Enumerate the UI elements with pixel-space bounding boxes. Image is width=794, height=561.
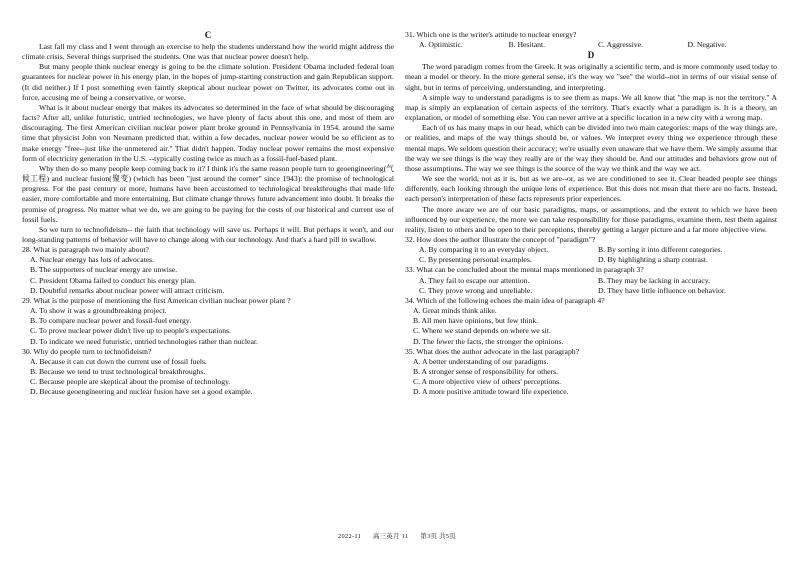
passage-d-paragraph-5: The more aware we are of our basic paradigms, maps, or assumptions, and the extent to which we have been influenced by our experience, the more we can take responsibility for those paradigms, examine them, test them against reality, listen to others and be open to their perceptions, thereby getting a larger picture and a far more objective view.	[405, 204, 777, 234]
option-b: B. Because we tend to trust technological breakthroughs.	[30, 367, 206, 376]
option-d: D. Because geoengineering and nuclear fusion have set a good example.	[30, 387, 253, 397]
option-a: A. A better understanding of our paradigms.	[413, 356, 549, 366]
question-stem: 31. Which one is the writer's attitude to nuclear energy?	[405, 30, 577, 39]
option-a: A. Because it can cut down the current use of fossil fuels.	[30, 356, 207, 366]
section-d-title: D	[587, 50, 595, 61]
option-c: C. President Obama failed to conduct his energy plan.	[30, 275, 196, 285]
option-b: B. By sorting it into different categories.	[598, 245, 723, 255]
passage-c-paragraph-1: Last fall my class and I went through an exercise to help the students understand how the world might address the climate crisis. Several things surprised the students. One was that nuclear power doesn't help.	[22, 42, 394, 62]
passage-d-paragraph-4: We see the world, not as it is, but as we are--or, as we are conditioned to see it. Clear headed people see things differently, each looking through the unique lens of experience. But this does not mean that there are no facts. Instead, each person's interpretation of these facts represents prior experiences.	[405, 174, 777, 204]
passage-c-paragraph-5: So we turn to technofideism-- the faith that technology will save us. Perhaps it will. But perhaps it won't, and our long-standing patterns of behavior will have to change along with our technology. And that's a hard pill to swallow.	[22, 224, 394, 244]
footer-grade: 高三英月 11	[373, 533, 409, 540]
option-c: C. Because people are skeptical about the promise of technology.	[30, 377, 231, 387]
option-b: B. Hesitant.	[508, 40, 546, 50]
question-stem: 29. What is the purpose of mentioning the first American civilian nuclear power plant ?	[22, 295, 291, 305]
page-footer	[0, 531, 794, 540]
footer-page-number: 第3页 共5页	[420, 533, 457, 540]
option-b: B. They may be lacking in accuracy.	[598, 275, 711, 285]
option-d: D. Doubtful remarks about nuclear power will attract criticism.	[30, 285, 225, 295]
option-a: A. Nuclear energy has lots of advocates.	[30, 255, 155, 265]
question-28	[22, 245, 394, 296]
question-stem: 34. Which of the following echoes the main idea of paragraph 4?	[405, 295, 605, 305]
option-c: C. By presenting personal examples.	[419, 255, 532, 265]
option-a: A. Optimistic.	[419, 40, 463, 50]
option-d: D. A more positive attitude toward life experience.	[413, 387, 569, 397]
option-d: D. Negative.	[687, 40, 727, 50]
passage-d-paragraph-3: Each of us has many maps in our head, which can be divided into two main categories: maps of the way things are, or realities, and maps of the way things should be, or values. We interpret every thing we experience through these mental maps. We seldom question their accuracy; we're usually even unaware that we have them. We simply assume that the way we see things is the way they really are or the way they should be. And our attitudes and behaviors grow out of those assumptions. The way we see things is the source of the way we think and the way we act.	[405, 123, 777, 173]
passage-d-paragraph-1: The word paradigm comes from the Greek. It was originally a scientific term, and is more commonly used today to mean a model or theory. In the more general sense, it's the way we "see" the world--not in terms of our visual sense of sight, but in terms of perceiving, understanding, and interpreting.	[405, 62, 777, 92]
section-c-title: C	[204, 30, 212, 40]
footer-date: 2022-11	[337, 533, 362, 540]
option-b: B. A stronger sense of responsibility for others.	[413, 367, 558, 376]
question-33	[405, 265, 777, 295]
option-d: D. To indicate we need futuristic, untried technologies rather than nuclear.	[30, 336, 258, 346]
option-c: C. To prove nuclear power didn't live up to people's expectations.	[30, 326, 232, 336]
question-35	[405, 347, 777, 398]
option-a: A. They fail to escape our attention.	[419, 275, 530, 285]
question-stem: 28. What is paragraph two mainly about?	[22, 245, 149, 255]
option-d: D. They have little influence on behavior.	[598, 285, 726, 295]
passage-c-paragraph-4: Why then do so many people keep coming back to it? I think it's the same reason people turn to geoengineering(气候工程) and nuclear fusion(聚变) (which has been "just around the corner" since 1943): the promise of technological progress. For the past century or more, humans have been accustomed to technological breakthroughs that made life easier, more comfortable and more entertaining. But climate change throws future advancement into doubt. It breaks the promise of progress. No matter what we do, we are going to be paying for the costs of our historical and current use of fossil fuels.	[22, 163, 394, 224]
question-stem: 30. Why do people turn to technofideism?	[22, 346, 152, 356]
left-column	[22, 30, 394, 397]
option-a: A. By comparing it to an everyday object.	[419, 245, 549, 255]
passage-d-paragraph-2: A simple way to understand paradigms is to see them as maps. We all know that "the map is not the territory." A map is simply an explanation of certain aspects of the territory. That's exactly what a paradigm is. It is a theory, an explanation, or model of something else. You can never arrive at a specific location in a new city with a wrong map.	[405, 92, 777, 123]
question-stem: 32. How does the author illustrate the concept of "paradigm"?	[405, 234, 596, 244]
question-32	[405, 235, 777, 265]
passage-c-paragraph-2: But many people think nuclear energy is going to be the climate solution. President Obama included federal loan guarantees for nuclear power in his energy plan, in the hopes of jump-starting construction and gain Republican support. (It did neither.) If I post something even faintly skeptical about nuclear power on Twitter, its advocates come out in force, accusing me of being a conservative, or worse.	[22, 62, 394, 102]
question-stem: 33. What can be concluded about the mental maps mentioned in paragraph 3?	[405, 265, 644, 275]
right-column	[405, 30, 777, 397]
passage-c-paragraph-3: What is it about nuclear energy that makes its advocates so determined in the face of what should be discouraging facts? After all, unlike futuristic, untried technologies, we have plenty of facts about this one, and most of them are discouraging. The first American civilian nuclear power plant broke ground in Pennsylvania in 1954, around the same time that physicist John von Neumann predicted that, within a few decades, nuclear power would be so efficient as to make energy "free--just like the unmetered air." That didn't happen. Today nuclear power remains the most expensive form of electricity generation in the U.S. --typically costing twice as much as a fossil-fuel-based plant.	[22, 102, 394, 163]
option-c: C. A more objective view of others' perceptions.	[413, 377, 562, 387]
question-stem: 35. What does the author advocate in the last paragraph?	[405, 346, 580, 356]
option-b: B. To compare nuclear power and fossil-fuel energy.	[30, 316, 192, 326]
question-30	[22, 347, 394, 398]
option-b: B. All men have opinions, but few think.	[413, 316, 539, 326]
question-31	[405, 30, 777, 50]
question-29	[22, 296, 394, 347]
option-a: A. To show it was a groundbreaking project.	[30, 306, 167, 316]
option-b: B. The supporters of nuclear energy are unwise.	[30, 265, 178, 275]
option-c: C. Where we stand depends on where we sit.	[413, 326, 551, 336]
option-d: D. By highlighting a sharp contrast.	[598, 255, 708, 265]
option-c: C. Aggressive.	[598, 40, 644, 50]
question-34	[405, 296, 777, 347]
option-a: A. Great minds think alike.	[413, 306, 497, 316]
option-d: D. The fewer the facts, the stronger the opinions.	[413, 336, 564, 346]
option-c: C. They prove wrong and unreliable.	[419, 285, 533, 295]
